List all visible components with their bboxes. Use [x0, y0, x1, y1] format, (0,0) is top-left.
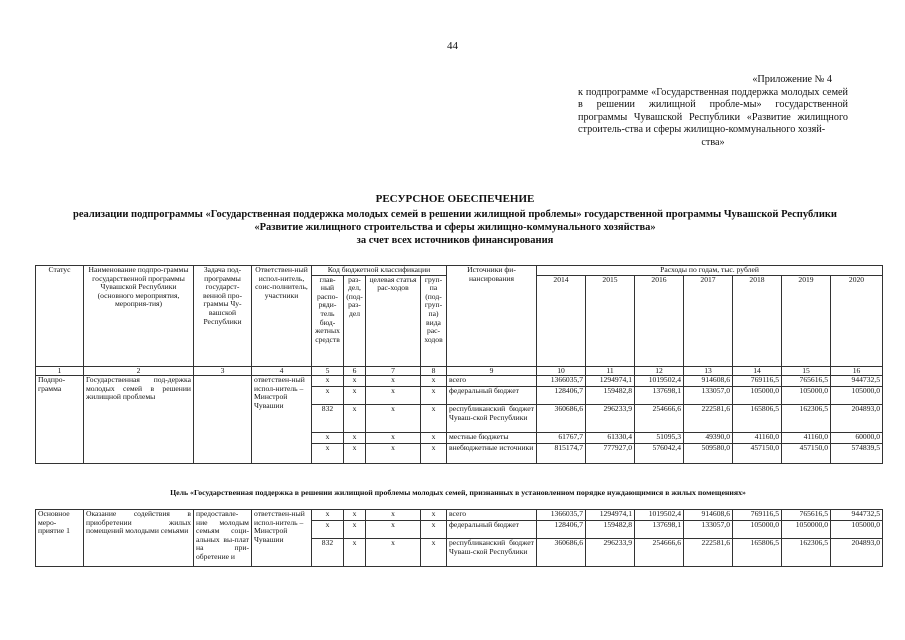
expense-value-cell: 1019502,4: [635, 510, 684, 521]
expense-value-cell: 204893,0: [831, 539, 883, 567]
col-number: 11: [586, 366, 635, 376]
header-responsible: Ответствен-ный испол-нитель, соис-полнитель, участники: [252, 266, 312, 367]
status-cell: Основное меро-приятие 1: [36, 510, 84, 567]
col-number: 10: [537, 366, 586, 376]
expense-value-cell: 222581,6: [684, 405, 733, 433]
budget-code-cell: x: [366, 510, 421, 521]
col-number: 12: [635, 366, 684, 376]
expense-value-cell: 162306,5: [782, 539, 831, 567]
header-task: Задача под-программы государст-венной про-граммы Чу-вашской Республики: [194, 266, 252, 367]
expense-value-cell: 137698,1: [635, 521, 684, 539]
expense-value-cell: 1050000,0: [782, 521, 831, 539]
budget-code-cell: x: [344, 376, 366, 387]
expense-value-cell: 49390,0: [684, 433, 733, 444]
funding-source-cell: республиканский бюджет Чуваш-ской Республики: [447, 539, 537, 567]
header-expense-group: груп-па (под-груп-па) вида рас-ходов: [421, 275, 447, 366]
responsible-role: ответствен-ный испол-нитель –: [254, 375, 305, 393]
header-target-article: целевая статья рас-ходов: [366, 275, 421, 366]
expense-value-cell: 296233,9: [586, 405, 635, 433]
budget-code-cell: x: [312, 521, 344, 539]
header-year: 2019: [782, 275, 831, 366]
expense-value-cell: 41160,0: [733, 433, 782, 444]
funding-source-cell: всего: [447, 376, 537, 387]
appendix-note: [578, 74, 848, 150]
col-number: 13: [684, 366, 733, 376]
expense-value-cell: 105000,0: [733, 521, 782, 539]
resource-table-continued: [35, 509, 883, 567]
budget-code-cell: x: [312, 376, 344, 387]
column-number-row: [36, 366, 883, 376]
task-cell: предоставле-ние молодым семьям соци-альных вы-плат на при-обретение и: [194, 510, 252, 567]
col-number: 8: [421, 366, 447, 376]
goal-heading: Цель «Государственная поддержка в решении жилищной проблемы молодых семей, признанных в установленном порядке нуждающимися в жилых помещениях»: [170, 488, 746, 497]
responsible-agency: Минстрой Чувашии: [254, 392, 288, 410]
expense-value-cell: 105000,0: [733, 387, 782, 405]
responsible-role: ответствен-ный испол-нитель –: [254, 509, 305, 527]
header-year: 2018: [733, 275, 782, 366]
expense-value-cell: 61767,7: [537, 433, 586, 444]
title-line-1: РЕСУРСНОЕ ОБЕСПЕЧЕНИЕ: [375, 193, 535, 205]
header-section: раз-дел, (под-раз-дел: [344, 275, 366, 366]
budget-code-cell: x: [312, 433, 344, 444]
expense-value-cell: 765616,5: [782, 376, 831, 387]
expense-value-cell: 105000,0: [831, 387, 883, 405]
expense-value-cell: 777927,0: [586, 444, 635, 464]
funding-source-cell: республиканский бюджет Чуваш-ской Республики: [447, 405, 537, 433]
budget-code-cell: x: [366, 444, 421, 464]
expense-value-cell: 296233,9: [586, 539, 635, 567]
program-name-cell: Государственная под-держка молодых семей в решении жилищной проблемы: [84, 376, 194, 464]
expense-value-cell: 914608,6: [684, 510, 733, 521]
expense-value-cell: 1366035,7: [537, 510, 586, 521]
header-year: 2015: [586, 275, 635, 366]
budget-code-cell: x: [344, 387, 366, 405]
budget-code-cell: x: [421, 376, 447, 387]
resource-table: [35, 265, 883, 464]
budget-code-cell: x: [344, 405, 366, 433]
col-number: 3: [194, 366, 252, 376]
budget-code-cell: x: [344, 444, 366, 464]
expense-value-cell: 765616,5: [782, 510, 831, 521]
budget-code-cell: x: [366, 539, 421, 567]
expense-value-cell: 128406,7: [537, 387, 586, 405]
budget-code-cell: x: [421, 510, 447, 521]
header-status: Статус: [36, 266, 84, 367]
header-year: 2016: [635, 275, 684, 366]
col-number: 14: [733, 366, 782, 376]
title-line-3: за счет всех источников финансирования: [356, 235, 554, 246]
expense-value-cell: 815174,7: [537, 444, 586, 464]
budget-code-cell: x: [312, 444, 344, 464]
expense-value-cell: 254666,6: [635, 539, 684, 567]
budget-code-cell: x: [366, 433, 421, 444]
budget-code-cell: x: [421, 444, 447, 464]
header-budget-code: Код бюджетной классификации: [312, 266, 447, 276]
expense-value-cell: 105000,0: [831, 521, 883, 539]
expense-value-cell: 137698,1: [635, 387, 684, 405]
budget-code-cell: x: [366, 521, 421, 539]
budget-code-cell: 832: [312, 539, 344, 567]
col-number: 6: [344, 366, 366, 376]
header-expenses: Расходы по годам, тыс. рублей: [537, 266, 883, 276]
expense-value-cell: 133057,0: [684, 521, 733, 539]
expense-value-cell: 944732,5: [831, 376, 883, 387]
expense-value-cell: 769116,5: [733, 376, 782, 387]
budget-code-cell: x: [366, 387, 421, 405]
expense-value-cell: 360686,6: [537, 539, 586, 567]
expense-value-cell: 914608,6: [684, 376, 733, 387]
budget-code-cell: x: [344, 521, 366, 539]
funding-source-cell: федеральный бюджет: [447, 521, 537, 539]
header-year: 2020: [831, 275, 883, 366]
col-number: 16: [831, 366, 883, 376]
expense-value-cell: 360686,6: [537, 405, 586, 433]
expense-value-cell: 159482,8: [586, 387, 635, 405]
expense-value-cell: 1294974,1: [586, 376, 635, 387]
responsible-cell: [252, 376, 312, 464]
budget-code-cell: x: [421, 387, 447, 405]
program-name-cell: Оказание содействия в приобретении жилых помещений молодыми семьями: [84, 510, 194, 567]
appendix-head: «Приложение № 4: [752, 74, 832, 85]
responsible-cell: [252, 510, 312, 567]
expense-value-cell: 769116,5: [733, 510, 782, 521]
appendix-body: к подпрограмме «Государственная поддержка молодых семей в решении жилищной пробле-мы» государственной программы Чувашской Республики «Развитие жилищного строитель-ства и сферы жилищно-коммунального хозяй-: [578, 86, 848, 136]
col-number: 15: [782, 366, 831, 376]
col-number: 2: [84, 366, 194, 376]
header-sources: Источники фи-нансирования: [447, 266, 537, 367]
title-line-2: реализации подпрограммы «Государственная поддержка молодых семей в решении жилищной проблемы» государственной программы Чувашской Республики «Развитие жилищного строительства и сферы жилищно-коммунального хозяйства»: [73, 209, 837, 233]
expense-value-cell: 105000,0: [782, 387, 831, 405]
task-cell: [194, 376, 252, 464]
budget-code-cell: x: [421, 539, 447, 567]
budget-code-cell: x: [344, 539, 366, 567]
expense-value-cell: 162306,5: [782, 405, 831, 433]
header-grbs: глав-ный распо-ряди-тель бюд-жетных средств: [312, 275, 344, 366]
expense-value-cell: 222581,6: [684, 539, 733, 567]
funding-source-cell: федеральный бюджет: [447, 387, 537, 405]
expense-value-cell: 165806,5: [733, 539, 782, 567]
budget-code-cell: x: [421, 433, 447, 444]
funding-source-cell: всего: [447, 510, 537, 521]
expense-value-cell: 457150,0: [733, 444, 782, 464]
budget-code-cell: x: [312, 387, 344, 405]
col-number: 9: [447, 366, 537, 376]
table-row: [36, 376, 883, 387]
budget-code-cell: x: [366, 376, 421, 387]
header-name: Наименование подпро-граммы государственной программы Чувашской Республики (основного мероприятия, мероприя-тия): [84, 266, 194, 367]
expense-value-cell: 254666,6: [635, 405, 684, 433]
expense-value-cell: 1366035,7: [537, 376, 586, 387]
budget-code-cell: x: [421, 521, 447, 539]
funding-source-cell: внебюджетные источники: [447, 444, 537, 464]
expense-value-cell: 165806,5: [733, 405, 782, 433]
expense-value-cell: 1019502,4: [635, 376, 684, 387]
header-year: 2017: [684, 275, 733, 366]
expense-value-cell: 1294974,1: [586, 510, 635, 521]
budget-code-cell: x: [366, 405, 421, 433]
col-number: 1: [36, 366, 84, 376]
budget-code-cell: x: [312, 510, 344, 521]
expense-value-cell: 60000,0: [831, 433, 883, 444]
budget-code-cell: x: [344, 510, 366, 521]
expense-value-cell: 509580,0: [684, 444, 733, 464]
status-cell: Подпро-грамма: [36, 376, 84, 464]
table-row: [36, 510, 883, 521]
expense-value-cell: 457150,0: [782, 444, 831, 464]
page-number: 44: [447, 40, 458, 52]
expense-value-cell: 574839,5: [831, 444, 883, 464]
expense-value-cell: 51095,3: [635, 433, 684, 444]
appendix-tail: ства»: [701, 136, 725, 148]
funding-source-cell: местные бюджеты: [447, 433, 537, 444]
expense-value-cell: 41160,0: [782, 433, 831, 444]
expense-value-cell: 159482,8: [586, 521, 635, 539]
expense-value-cell: 133057,0: [684, 387, 733, 405]
expense-value-cell: 128406,7: [537, 521, 586, 539]
expense-value-cell: 61330,4: [586, 433, 635, 444]
responsible-agency: Минстрой Чувашии: [254, 526, 288, 544]
header-year: 2014: [537, 275, 586, 366]
col-number: 7: [366, 366, 421, 376]
col-number: 4: [252, 366, 312, 376]
col-number: 5: [312, 366, 344, 376]
budget-code-cell: 832: [312, 405, 344, 433]
budget-code-cell: x: [421, 405, 447, 433]
budget-code-cell: x: [344, 433, 366, 444]
expense-value-cell: 204893,0: [831, 405, 883, 433]
expense-value-cell: 944732,5: [831, 510, 883, 521]
document-title: [60, 193, 850, 247]
expense-value-cell: 576042,4: [635, 444, 684, 464]
